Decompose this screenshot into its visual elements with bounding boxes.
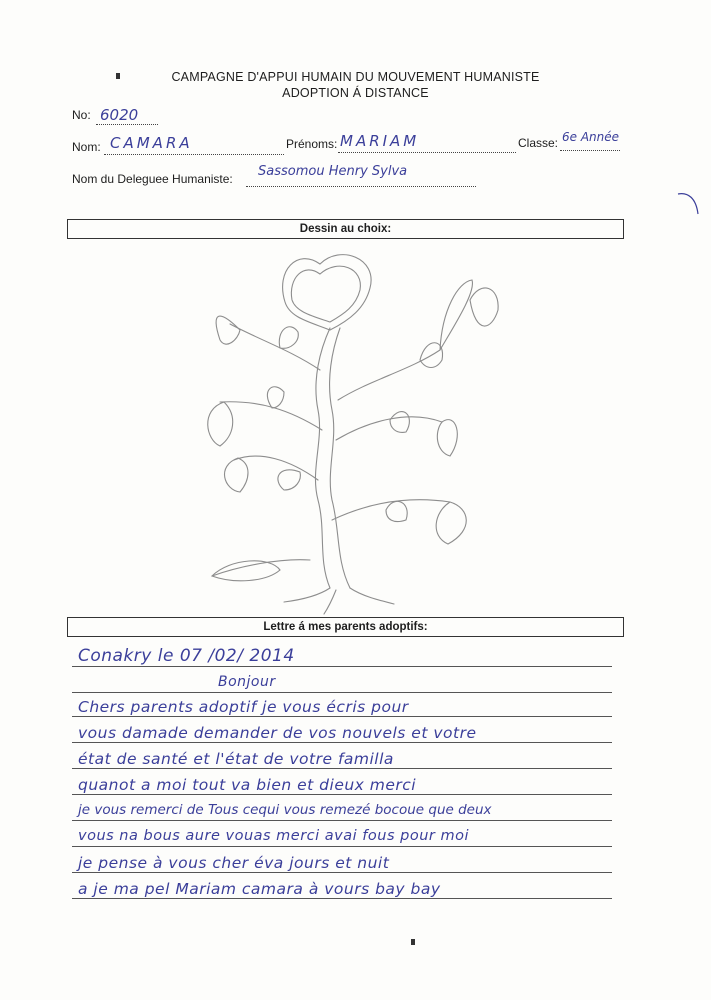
nom-label: Nom:: [72, 140, 101, 154]
letter-rule: [72, 742, 612, 743]
prenoms-field: [338, 132, 516, 153]
letter-rule: [72, 716, 612, 717]
letter-line-greeting: Bonjour: [218, 674, 276, 690]
nom-field: [104, 134, 284, 155]
letter-rule: [72, 794, 612, 795]
plant-drawing: [180, 240, 520, 620]
delegue-label: Nom du Deleguee Humaniste:: [72, 172, 233, 186]
page-mark: [411, 939, 415, 945]
letter-line: vous na bous aure vouas merci avai fous pour moi: [78, 828, 469, 844]
classe-field: [560, 130, 620, 151]
letter-section-title: Lettre á mes parents adoptifs:: [67, 617, 624, 637]
prenoms-value: MARIAM: [340, 132, 420, 150]
prenoms-label: Prénoms:: [286, 137, 338, 151]
letter-rule: [72, 768, 612, 769]
letter-line: état de santé et l'état de votre familla: [78, 750, 394, 768]
campaign-title: CAMPAGNE D'APPUI HUMAIN DU MOUVEMENT HUMANISTE: [171, 70, 540, 84]
delegue-field: [246, 164, 476, 187]
letter-line: a je ma pel Mariam camara à vours bay bay: [78, 880, 441, 898]
letter-rule: [72, 872, 612, 873]
no-field: [96, 106, 158, 125]
letter-line: je vous remerci de Tous cequi vous remezé bocoue que deux: [78, 802, 492, 818]
drawing-section-title: Dessin au choix:: [67, 219, 624, 239]
nom-value: CAMARA: [110, 134, 193, 152]
classe-label: Classe:: [518, 136, 559, 150]
margin-scribble: [676, 190, 702, 220]
adoption-subtitle: ADOPTION Á DISTANCE: [282, 86, 429, 100]
letter-rule: [72, 846, 612, 847]
classe-value: 6e Année: [562, 130, 620, 144]
letter-line: quanot a moi tout va bien et dieux merci: [78, 776, 417, 794]
letter-line: je pense à vous cher éva jours et nuit: [78, 854, 390, 872]
letter-line: Chers parents adoptif je vous écris pour: [78, 698, 409, 716]
letter-rule: [72, 820, 612, 821]
letter-rule: [72, 898, 612, 899]
letter-line-date: Conakry le 07 /02/ 2014: [78, 646, 295, 666]
letter-rule: [72, 666, 612, 667]
no-label: No:: [72, 108, 91, 122]
letter-rule: [72, 692, 612, 693]
letter-line: vous damade demander de vos nouvels et votre: [78, 724, 477, 742]
no-value: 6020: [100, 106, 139, 124]
delegue-value: Sassomou Henry Sylva: [258, 164, 408, 179]
